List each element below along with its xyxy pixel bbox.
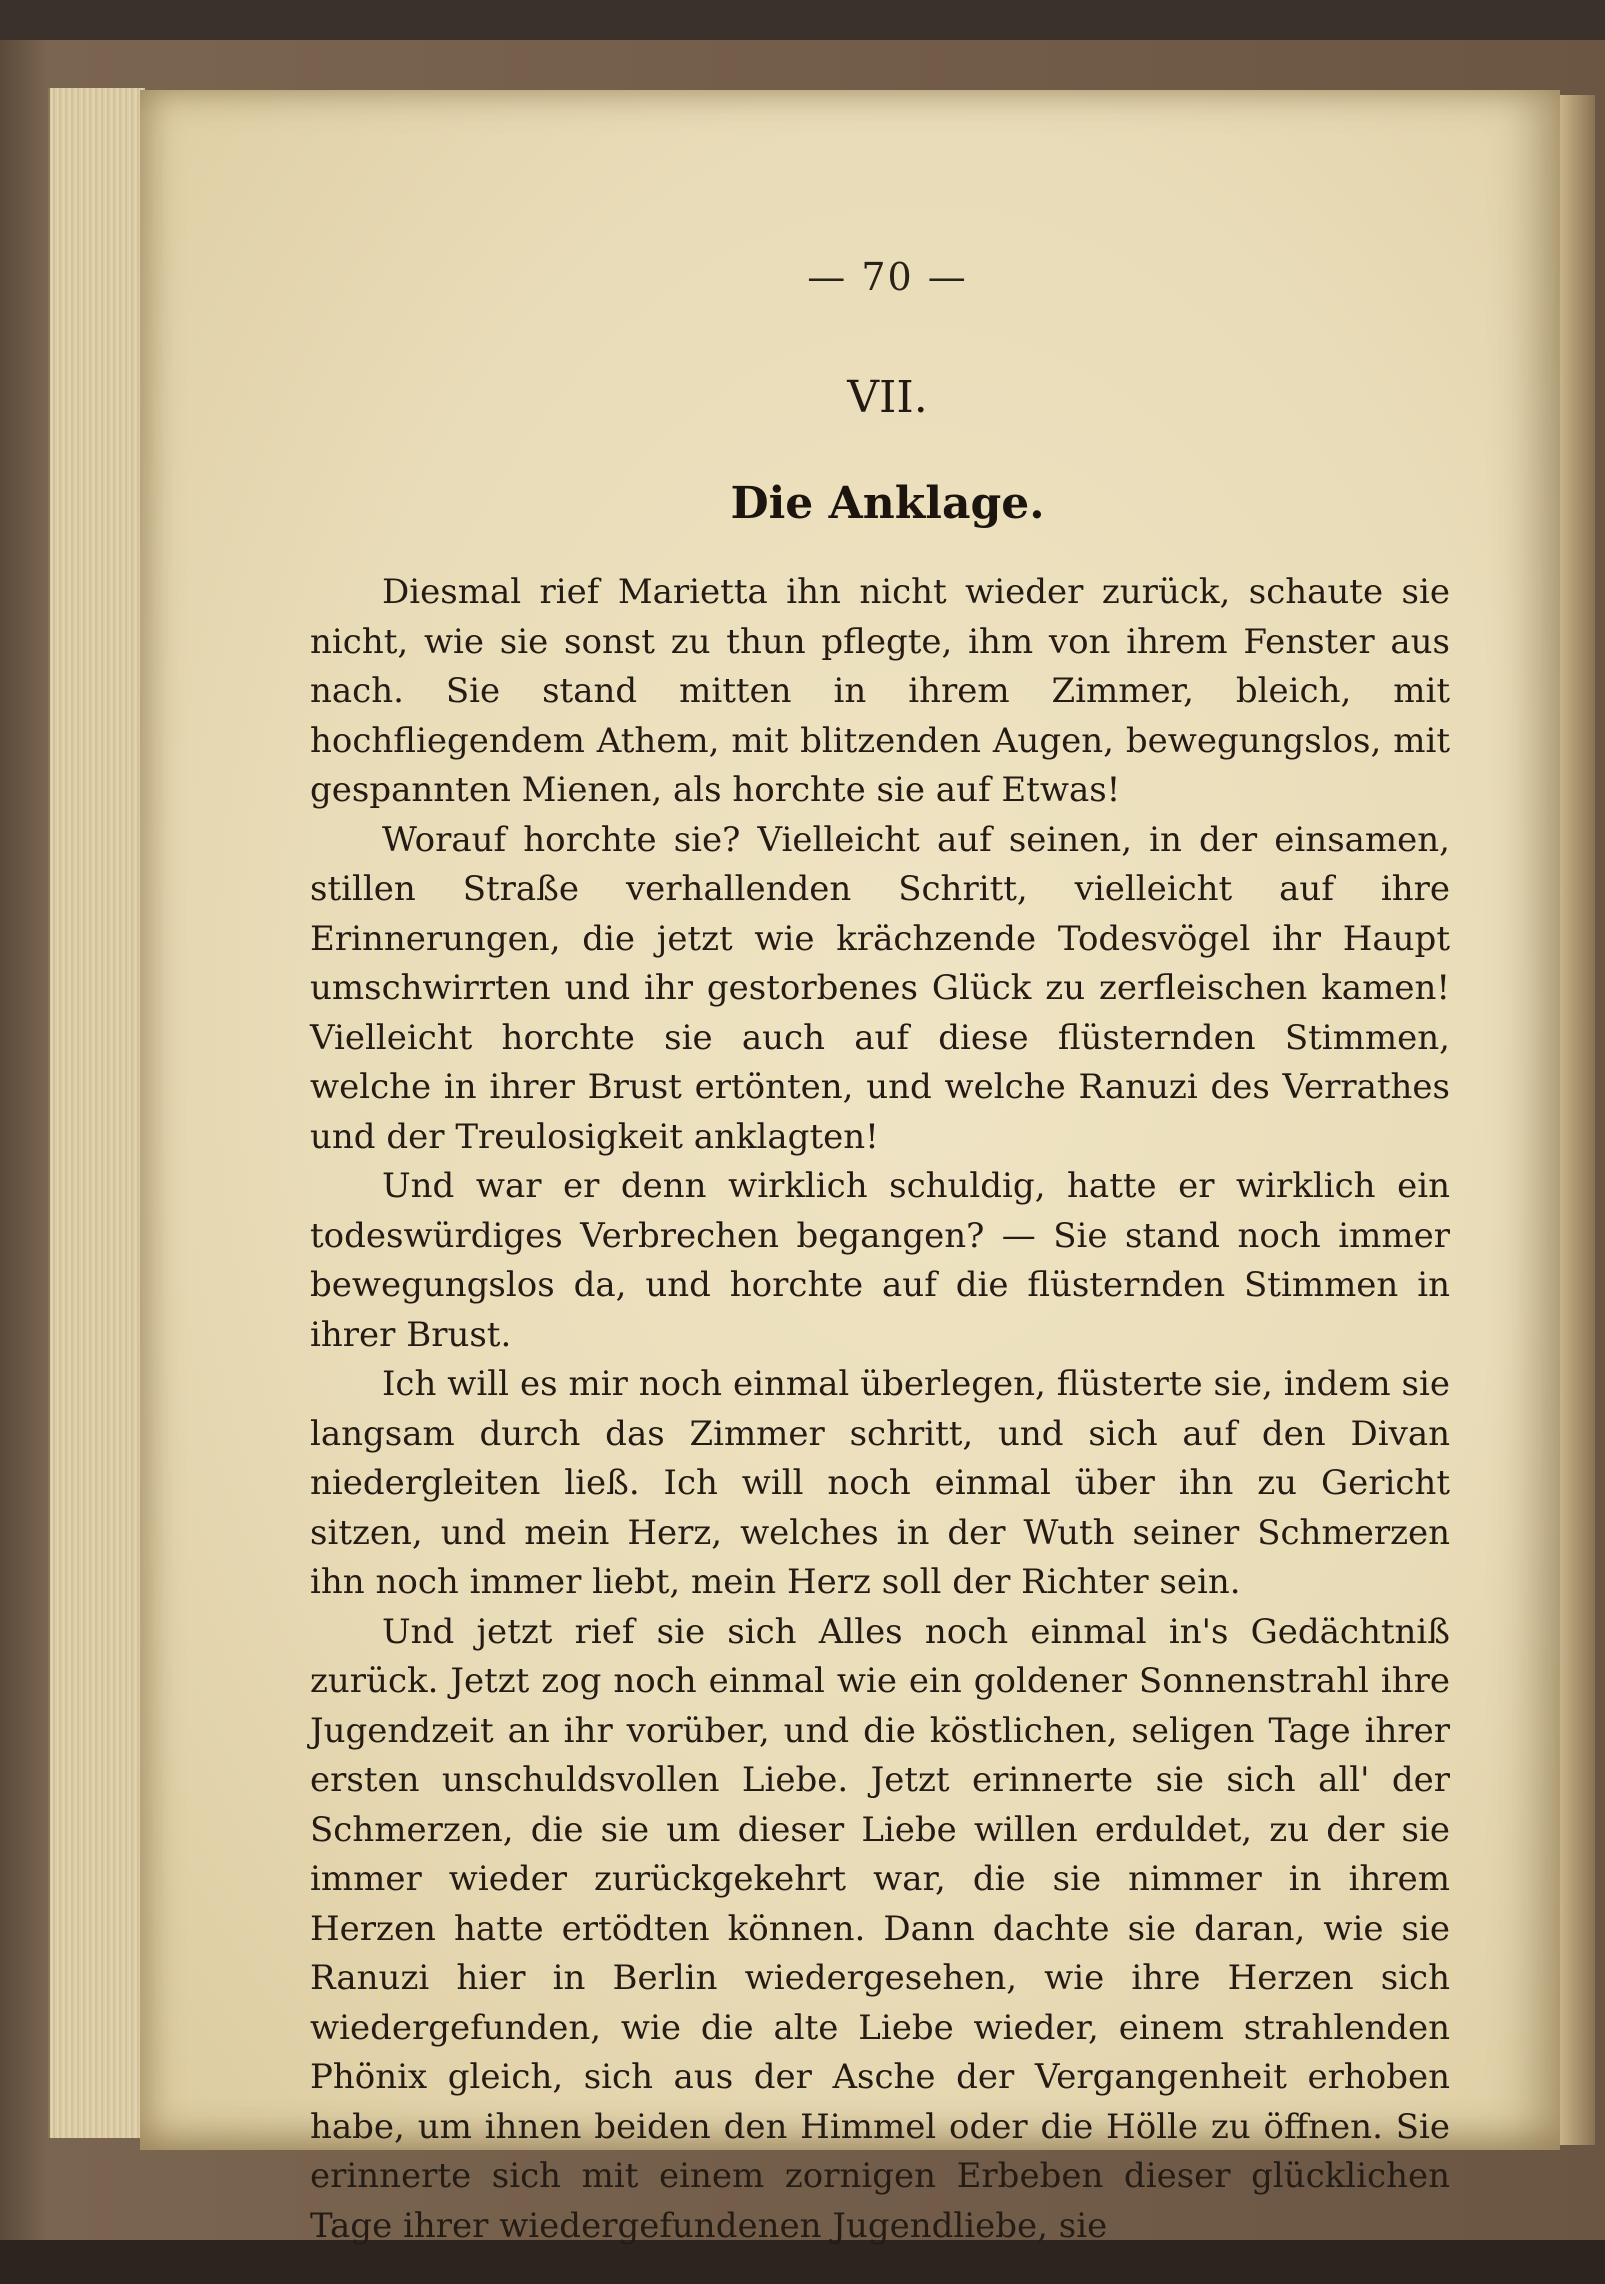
paragraph: Worauf horchte sie? Vielleicht auf seinen, in der einsamen, stillen Straße verhallenden Schritt, vielleicht auf ihre Erinnerungen, die jetzt wie krächzende Todesvögel ihr Haupt umschwirrten und ihr gestorbenes Glück zu zerfleischen kamen! Vielleicht horchte sie auch auf diese flüsternden Stimmen, welche in ihrer Brust ertönten, und welche Ranuzi des Verrathes und der Treulosigkeit anklagten!	[310, 819, 1450, 1157]
paragraph: Und jetzt rief sie sich Alles noch einmal in's Gedächtniß zurück. Jetzt zog noch einmal wie ein goldener Sonnenstrahl ihre Jugendzeit an ihr vorüber, und die köstlichen, seligen Tage ihrer ersten unschuldsvollen Liebe. Jetzt erinnerte sie sich all' der Schmerzen, die sie um dieser Liebe willen erduldet, zu der sie immer wieder zurückgekehrt war, die sie nimmer in ihrem Herzen hatte ertödten können. Dann dachte sie daran, wie sie Ranuzi hier in Berlin wiedergesehen, wie ihre Herzen sich wiedergefunden, wie die alte Liebe wieder, einem strahlenden Phönix gleich, sich aus der Asche der Vergangenheit erhoben habe, um ihnen beiden den Himmel oder die Hölle zu öffnen. Sie erinnerte sich mit einem zornigen Erbeben dieser glücklichen Tage ihrer wiedergefundenen Jugendliebe, sie	[310, 1611, 1450, 2246]
paragraph: Ich will es mir noch einmal überlegen, flüsterte sie, indem sie langsam durch das Zimmer schritt, und sich auf den Divan niedergleiten ließ. Ich will noch einmal über ihn zu Gericht sitzen, und mein Herz, welches in der Wuth seiner Schmerzen ihn noch immer liebt, mein Herz soll der Richter sein.	[310, 1364, 1450, 1602]
page-number: — 70 —	[807, 255, 968, 299]
paragraph: Und war er denn wirklich schuldig, hatte er wirklich ein todeswürdiges Verbrechen begangen? — Sie stand noch immer bewegungslos da, und horchte auf die flüsternden Stimmen in ihrer Brust.	[310, 1166, 1450, 1355]
body-text	[310, 568, 1450, 2251]
paragraph: Diesmal rief Marietta ihn nicht wieder zurück, schaute sie nicht, wie sie sonst zu thun pflegte, ihm von ihrem Fenster aus nach. Sie stand mitten in ihrem Zimmer, bleich, mit hochfliegendem Athem, mit blitzenden Augen, bewegungslos, mit gespannten Mienen, als horchte sie auf Etwas!	[310, 572, 1450, 810]
chapter-title: Die Anklage.	[730, 478, 1045, 529]
chapter-number: VII.	[847, 372, 928, 423]
